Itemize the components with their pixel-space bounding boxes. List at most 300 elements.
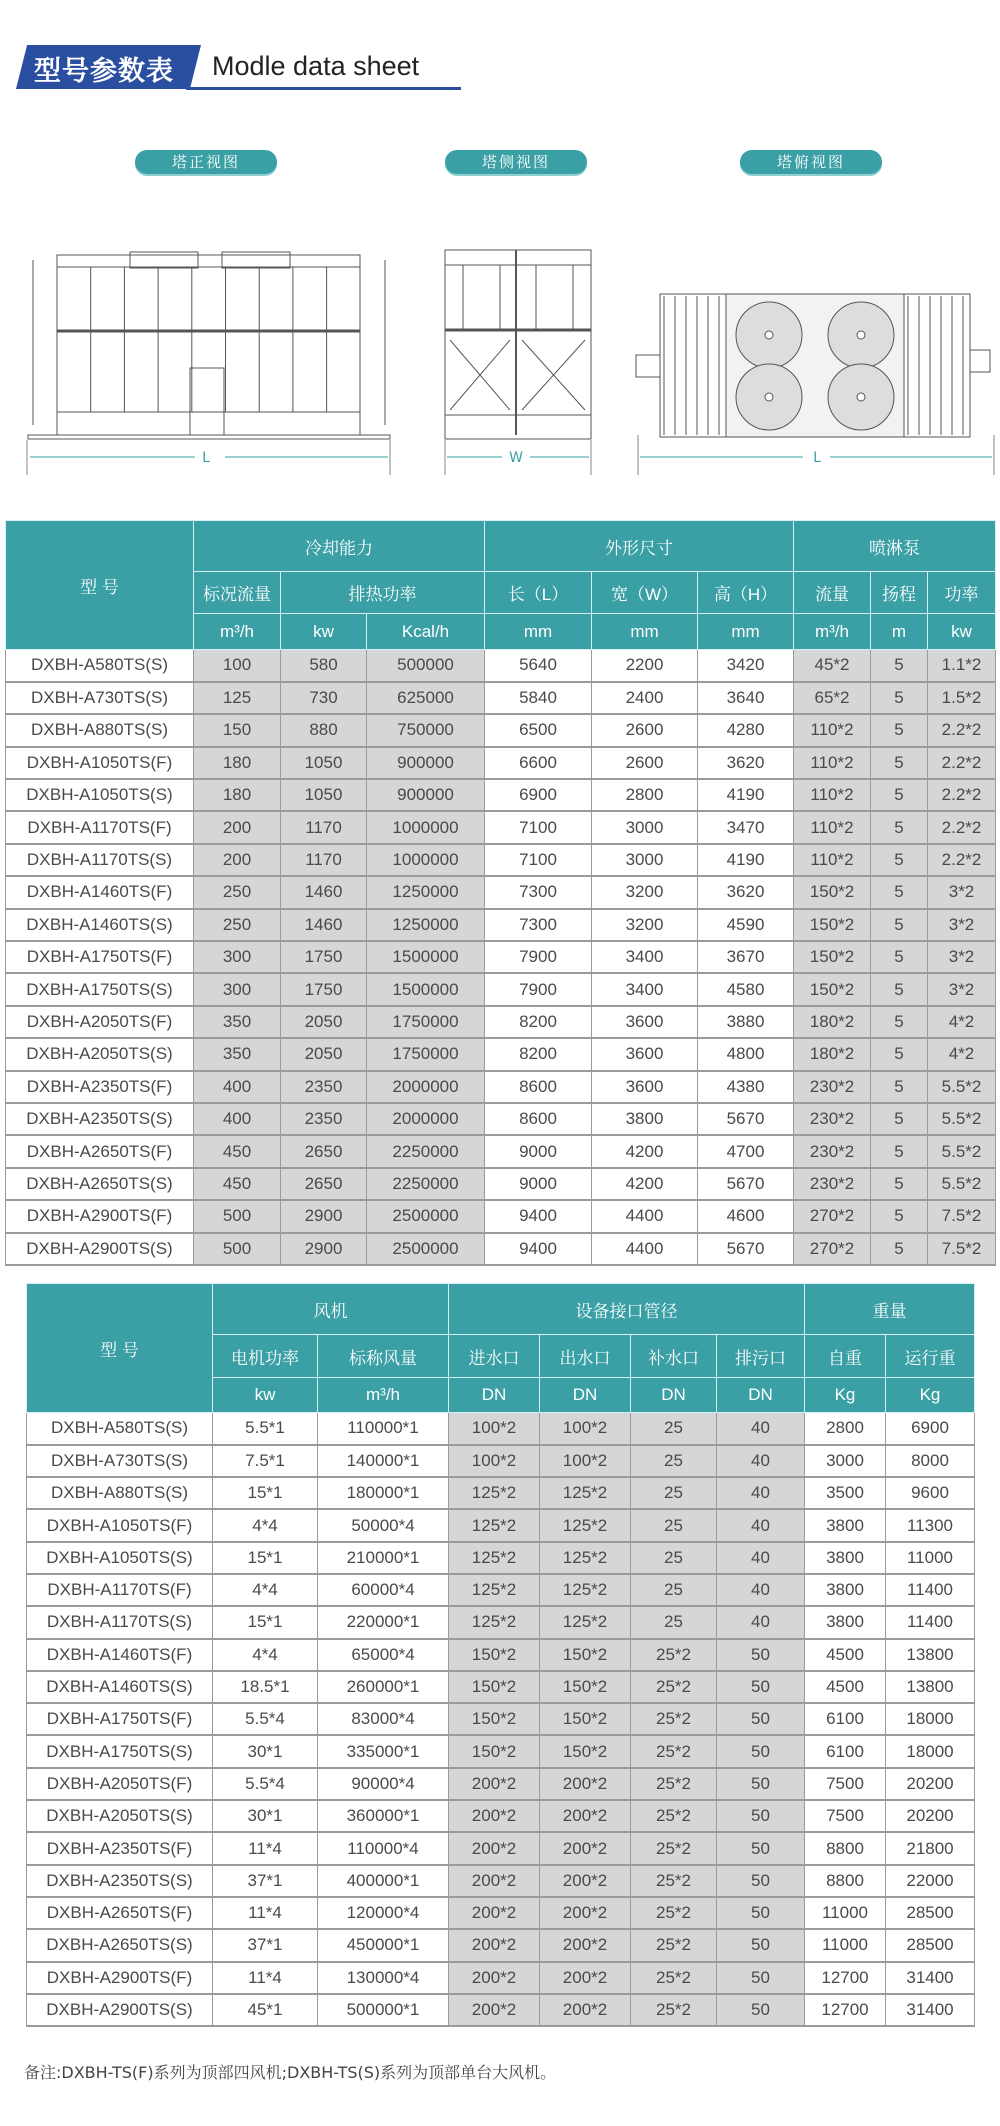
value-cell: 230*2 (794, 1135, 871, 1167)
subheader: 长（L） (485, 572, 592, 614)
unit-header: kw (213, 1378, 318, 1413)
value-cell: 28500 (886, 1897, 975, 1929)
value-cell: 3880 (698, 1006, 794, 1038)
group-header: 冷却能力 (194, 521, 485, 572)
dim-W-label: W (509, 450, 523, 466)
value-cell: 200*2 (540, 1897, 631, 1929)
value-cell: 25 (631, 1413, 717, 1445)
value-cell: 31400 (886, 1994, 975, 2026)
table-row (6, 909, 996, 941)
unit-header: Kg (805, 1378, 886, 1413)
value-cell: 350 (194, 1006, 281, 1038)
value-cell: 15*1 (213, 1606, 318, 1638)
table-row (27, 1477, 975, 1509)
value-cell: 110000*1 (318, 1413, 449, 1445)
value-cell: 500000*1 (318, 1994, 449, 2026)
value-cell: 28500 (886, 1929, 975, 1961)
value-cell: 3500 (805, 1477, 886, 1509)
value-cell: 1000000 (367, 811, 485, 843)
value-cell: 65000*4 (318, 1639, 449, 1671)
model-cell: DXBH-A1050TS(S) (6, 779, 194, 811)
value-cell: 40 (717, 1413, 805, 1445)
subheader: 功率 (928, 572, 996, 614)
table-row (6, 1233, 996, 1265)
model-cell: DXBH-A2900TS(S) (27, 1994, 213, 2026)
subheader: 补水口 (631, 1335, 717, 1378)
value-cell: 2800 (805, 1413, 886, 1445)
table-row (27, 1962, 975, 1994)
value-cell: 750000 (367, 714, 485, 746)
subheader: 宽（W） (592, 572, 698, 614)
value-cell: 1250000 (367, 909, 485, 941)
value-cell: 1170 (281, 844, 367, 876)
value-cell: 5.5*4 (213, 1703, 318, 1735)
value-cell: 200*2 (540, 1994, 631, 2026)
value-cell: 11*4 (213, 1832, 318, 1864)
value-cell: 1460 (281, 876, 367, 908)
value-cell: 5 (871, 1038, 928, 1070)
value-cell: 11000 (886, 1542, 975, 1574)
subheader: 出水口 (540, 1335, 631, 1378)
unit-header: mm (592, 614, 698, 650)
value-cell: 7100 (485, 844, 592, 876)
value-cell: 100*2 (540, 1413, 631, 1445)
value-cell: 8200 (485, 1038, 592, 1070)
subheader: 高（H） (698, 572, 794, 614)
value-cell: 2600 (592, 714, 698, 746)
value-cell: 50 (717, 1703, 805, 1735)
value-cell: 5 (871, 811, 928, 843)
value-cell: 220000*1 (318, 1606, 449, 1638)
value-cell: 400 (194, 1071, 281, 1103)
value-cell: 4400 (592, 1200, 698, 1232)
value-cell: 150*2 (540, 1671, 631, 1703)
value-cell: 5.5*4 (213, 1768, 318, 1800)
value-cell: 2000000 (367, 1071, 485, 1103)
subheader: 流量 (794, 572, 871, 614)
value-cell: 300 (194, 941, 281, 973)
value-cell: 2350 (281, 1071, 367, 1103)
model-header: 型 号 (27, 1284, 213, 1413)
model-cell: DXBH-A2650TS(F) (6, 1135, 194, 1167)
value-cell: 11400 (886, 1606, 975, 1638)
value-cell: 37*1 (213, 1865, 318, 1897)
value-cell: 3800 (592, 1103, 698, 1135)
value-cell: 150*2 (794, 973, 871, 1005)
subheader: 电机功率 (213, 1335, 318, 1378)
value-cell: 8000 (886, 1445, 975, 1477)
table-row (27, 1897, 975, 1929)
header-title-en: Modle data sheet (212, 51, 420, 81)
value-cell: 3200 (592, 876, 698, 908)
value-cell: 230*2 (794, 1103, 871, 1135)
table-row (27, 1671, 975, 1703)
value-cell: 25 (631, 1509, 717, 1541)
value-cell: 100 (194, 650, 281, 682)
value-cell: 5 (871, 973, 928, 1005)
value-cell: 150*2 (794, 876, 871, 908)
value-cell: 6100 (805, 1703, 886, 1735)
unit-header: m³/h (794, 614, 871, 650)
table-row (6, 811, 996, 843)
value-cell: 110000*4 (318, 1832, 449, 1864)
value-cell: 8800 (805, 1865, 886, 1897)
value-cell: 50 (717, 1768, 805, 1800)
value-cell: 30*1 (213, 1735, 318, 1767)
table-row (27, 1865, 975, 1897)
value-cell: 3670 (698, 941, 794, 973)
table-row (27, 1735, 975, 1767)
value-cell: 200*2 (449, 1897, 540, 1929)
model-cell: DXBH-A1460TS(S) (6, 909, 194, 941)
value-cell: 180*2 (794, 1006, 871, 1038)
value-cell: 200*2 (540, 1832, 631, 1864)
value-cell: 40 (717, 1542, 805, 1574)
value-cell: 13800 (886, 1671, 975, 1703)
model-cell: DXBH-A2650TS(F) (27, 1897, 213, 1929)
value-cell: 18000 (886, 1735, 975, 1767)
value-cell: 5.5*2 (928, 1168, 996, 1200)
value-cell: 9400 (485, 1200, 592, 1232)
model-cell: DXBH-A1170TS(F) (6, 811, 194, 843)
value-cell: 5 (871, 747, 928, 779)
value-cell: 4*4 (213, 1639, 318, 1671)
table-row (27, 1929, 975, 1961)
value-cell: 25*2 (631, 1897, 717, 1929)
model-cell: DXBH-A2900TS(F) (6, 1200, 194, 1232)
value-cell: 7.5*2 (928, 1200, 996, 1232)
model-cell: DXBH-A1170TS(F) (27, 1574, 213, 1606)
model-cell: DXBH-A2350TS(F) (6, 1071, 194, 1103)
unit-header: DN (631, 1378, 717, 1413)
subheader: 进水口 (449, 1335, 540, 1378)
value-cell: 90000*4 (318, 1768, 449, 1800)
value-cell: 2000000 (367, 1103, 485, 1135)
value-cell: 2800 (592, 779, 698, 811)
value-cell: 150*2 (449, 1703, 540, 1735)
unit-header: m³/h (194, 614, 281, 650)
value-cell: 5 (871, 909, 928, 941)
value-cell: 3620 (698, 876, 794, 908)
value-cell: 4*4 (213, 1509, 318, 1541)
value-cell: 8200 (485, 1006, 592, 1038)
value-cell: 40 (717, 1509, 805, 1541)
value-cell: 300 (194, 973, 281, 1005)
value-cell: 9400 (485, 1233, 592, 1265)
value-cell: 25*2 (631, 1639, 717, 1671)
value-cell: 500 (194, 1200, 281, 1232)
value-cell: 150*2 (540, 1735, 631, 1767)
header-underline (186, 87, 461, 90)
table-row (6, 1071, 996, 1103)
value-cell: 900000 (367, 747, 485, 779)
value-cell: 270*2 (794, 1233, 871, 1265)
value-cell: 1500000 (367, 973, 485, 1005)
model-cell: DXBH-A1050TS(S) (27, 1542, 213, 1574)
front-view-drawing (28, 252, 390, 439)
value-cell: 3*2 (928, 973, 996, 1005)
table-row (27, 1703, 975, 1735)
value-cell: 5 (871, 844, 928, 876)
value-cell: 7300 (485, 876, 592, 908)
model-table-2 (26, 1283, 975, 2027)
value-cell: 100*2 (449, 1445, 540, 1477)
value-cell: 50 (717, 1639, 805, 1671)
model-cell: DXBH-A1750TS(F) (6, 941, 194, 973)
value-cell: 25 (631, 1606, 717, 1638)
model-cell: DXBH-A2050TS(S) (6, 1038, 194, 1070)
value-cell: 6100 (805, 1735, 886, 1767)
value-cell: 5 (871, 1071, 928, 1103)
value-cell: 200*2 (449, 1768, 540, 1800)
value-cell: 25*2 (631, 1735, 717, 1767)
value-cell: 6500 (485, 714, 592, 746)
value-cell: 150*2 (794, 909, 871, 941)
group-header: 重量 (805, 1284, 975, 1335)
table-row (27, 1606, 975, 1638)
value-cell: 3000 (805, 1445, 886, 1477)
value-cell: 4*2 (928, 1006, 996, 1038)
value-cell: 2900 (281, 1200, 367, 1232)
value-cell: 11000 (805, 1897, 886, 1929)
value-cell: 4500 (805, 1639, 886, 1671)
value-cell: 260000*1 (318, 1671, 449, 1703)
value-cell: 25*2 (631, 1768, 717, 1800)
value-cell: 11400 (886, 1574, 975, 1606)
value-cell: 12700 (805, 1994, 886, 2026)
value-cell: 40 (717, 1477, 805, 1509)
value-cell: 50 (717, 1800, 805, 1832)
value-cell: 125*2 (449, 1574, 540, 1606)
value-cell: 50 (717, 1897, 805, 1929)
table-row (27, 1445, 975, 1477)
value-cell: 150 (194, 714, 281, 746)
value-cell: 22000 (886, 1865, 975, 1897)
value-cell: 9600 (886, 1477, 975, 1509)
value-cell: 150*2 (449, 1735, 540, 1767)
group-header: 设备接口管径 (449, 1284, 805, 1335)
value-cell: 13800 (886, 1639, 975, 1671)
value-cell: 15*1 (213, 1542, 318, 1574)
footnote: 备注:DXBH-TS(F)系列为顶部四风机;DXBH-TS(S)系列为顶部单台大风机。 (24, 2063, 557, 2082)
value-cell: 5670 (698, 1233, 794, 1265)
unit-header: Kcal/h (367, 614, 485, 650)
value-cell: 125*2 (540, 1477, 631, 1509)
value-cell: 2200 (592, 650, 698, 682)
model-cell: DXBH-A2650TS(S) (6, 1168, 194, 1200)
value-cell: 5 (871, 1168, 928, 1200)
value-cell: 1500000 (367, 941, 485, 973)
value-cell: 180000*1 (318, 1477, 449, 1509)
value-cell: 450 (194, 1135, 281, 1167)
value-cell: 5640 (485, 650, 592, 682)
value-cell: 200*2 (449, 1832, 540, 1864)
value-cell: 4*4 (213, 1574, 318, 1606)
value-cell: 150*2 (540, 1639, 631, 1671)
group-header: 喷淋泵 (794, 521, 996, 572)
value-cell: 5 (871, 876, 928, 908)
value-cell: 5.5*2 (928, 1071, 996, 1103)
value-cell: 5 (871, 1135, 928, 1167)
value-cell: 45*1 (213, 1994, 318, 2026)
value-cell: 1000000 (367, 844, 485, 876)
value-cell: 1750 (281, 973, 367, 1005)
value-cell: 60000*4 (318, 1574, 449, 1606)
value-cell: 5 (871, 941, 928, 973)
table-row (27, 1768, 975, 1800)
table-row (6, 844, 996, 876)
model-cell: DXBH-A730TS(S) (6, 682, 194, 714)
value-cell: 20200 (886, 1768, 975, 1800)
value-cell: 130000*4 (318, 1962, 449, 1994)
value-cell: 2500000 (367, 1200, 485, 1232)
value-cell: 5.5*2 (928, 1135, 996, 1167)
table-row (6, 1135, 996, 1167)
unit-header: m (871, 614, 928, 650)
value-cell: 25*2 (631, 1800, 717, 1832)
value-cell: 45*2 (794, 650, 871, 682)
model-cell: DXBH-A2350TS(S) (6, 1103, 194, 1135)
value-cell: 3800 (805, 1509, 886, 1541)
value-cell: 20200 (886, 1800, 975, 1832)
value-cell: 150*2 (540, 1703, 631, 1735)
value-cell: 450000*1 (318, 1929, 449, 1961)
subheader: 排污口 (717, 1335, 805, 1378)
value-cell: 500000 (367, 650, 485, 682)
value-cell: 3600 (592, 1006, 698, 1038)
value-cell: 5 (871, 650, 928, 682)
table-row (6, 941, 996, 973)
value-cell: 5 (871, 1200, 928, 1232)
value-cell: 4400 (592, 1233, 698, 1265)
value-cell: 4500 (805, 1671, 886, 1703)
value-cell: 31400 (886, 1962, 975, 1994)
value-cell: 4590 (698, 909, 794, 941)
value-cell: 900000 (367, 779, 485, 811)
value-cell: 11*4 (213, 1962, 318, 1994)
value-cell: 7100 (485, 811, 592, 843)
value-cell: 6900 (886, 1413, 975, 1445)
subheader: 运行重 (886, 1335, 975, 1378)
value-cell: 25 (631, 1477, 717, 1509)
value-cell: 4380 (698, 1071, 794, 1103)
value-cell: 200*2 (540, 1929, 631, 1961)
value-cell: 110*2 (794, 779, 871, 811)
value-cell: 7500 (805, 1768, 886, 1800)
value-cell: 125*2 (449, 1509, 540, 1541)
tower-drawings (0, 230, 1000, 480)
value-cell: 2350 (281, 1103, 367, 1135)
value-cell: 18000 (886, 1703, 975, 1735)
value-cell: 6600 (485, 747, 592, 779)
table-row (6, 1038, 996, 1070)
model-cell: DXBH-A1460TS(F) (6, 876, 194, 908)
model-cell: DXBH-A580TS(S) (6, 650, 194, 682)
value-cell: 2.2*2 (928, 779, 996, 811)
value-cell: 2.2*2 (928, 811, 996, 843)
unit-header: kw (281, 614, 367, 650)
value-cell: 65*2 (794, 682, 871, 714)
value-cell: 400 (194, 1103, 281, 1135)
subheader: 自重 (805, 1335, 886, 1378)
model-cell: DXBH-A880TS(S) (27, 1477, 213, 1509)
value-cell: 30*1 (213, 1800, 318, 1832)
value-cell: 200 (194, 844, 281, 876)
value-cell: 50 (717, 1735, 805, 1767)
value-cell: 1750 (281, 941, 367, 973)
value-cell: 2500000 (367, 1233, 485, 1265)
value-cell: 1750000 (367, 1038, 485, 1070)
value-cell: 150*2 (794, 941, 871, 973)
value-cell: 21800 (886, 1832, 975, 1864)
value-cell: 125 (194, 682, 281, 714)
value-cell: 230*2 (794, 1168, 871, 1200)
value-cell: 7300 (485, 909, 592, 941)
value-cell: 5 (871, 1006, 928, 1038)
value-cell: 4200 (592, 1135, 698, 1167)
value-cell: 3*2 (928, 909, 996, 941)
value-cell: 100*2 (540, 1445, 631, 1477)
value-cell: 140000*1 (318, 1445, 449, 1477)
table-row (27, 1639, 975, 1671)
value-cell: 210000*1 (318, 1542, 449, 1574)
value-cell: 110*2 (794, 811, 871, 843)
model-cell: DXBH-A1170TS(S) (6, 844, 194, 876)
value-cell: 7.5*2 (928, 1233, 996, 1265)
value-cell: 7500 (805, 1800, 886, 1832)
value-cell: 50 (717, 1832, 805, 1864)
value-cell: 4580 (698, 973, 794, 1005)
value-cell: 3800 (805, 1606, 886, 1638)
value-cell: 4280 (698, 714, 794, 746)
value-cell: 5670 (698, 1103, 794, 1135)
value-cell: 2250000 (367, 1168, 485, 1200)
model-cell: DXBH-A2050TS(F) (6, 1006, 194, 1038)
model-cell: DXBH-A880TS(S) (6, 714, 194, 746)
value-cell: 200 (194, 811, 281, 843)
unit-header: mm (698, 614, 794, 650)
value-cell: 25 (631, 1445, 717, 1477)
value-cell: 12700 (805, 1962, 886, 1994)
value-cell: 2650 (281, 1168, 367, 1200)
value-cell: 2400 (592, 682, 698, 714)
value-cell: 8800 (805, 1832, 886, 1864)
value-cell: 50 (717, 1994, 805, 2026)
value-cell: 180 (194, 779, 281, 811)
side-view-drawing (445, 250, 591, 439)
top-view-drawing (636, 294, 990, 437)
table-row (6, 876, 996, 908)
value-cell: 6900 (485, 779, 592, 811)
value-cell: 25*2 (631, 1832, 717, 1864)
value-cell: 5 (871, 714, 928, 746)
value-cell: 3620 (698, 747, 794, 779)
value-cell: 230*2 (794, 1071, 871, 1103)
model-cell: DXBH-A1750TS(S) (6, 973, 194, 1005)
table-row (6, 1103, 996, 1135)
table-row (6, 714, 996, 746)
unit-header: DN (717, 1378, 805, 1413)
value-cell: 25*2 (631, 1865, 717, 1897)
value-cell: 120000*4 (318, 1897, 449, 1929)
model-cell: DXBH-A1750TS(F) (27, 1703, 213, 1735)
value-cell: 8600 (485, 1071, 592, 1103)
value-cell: 18.5*1 (213, 1671, 318, 1703)
value-cell: 4800 (698, 1038, 794, 1070)
value-cell: 500 (194, 1233, 281, 1265)
model-header: 型 号 (6, 521, 194, 650)
value-cell: 200*2 (449, 1865, 540, 1897)
